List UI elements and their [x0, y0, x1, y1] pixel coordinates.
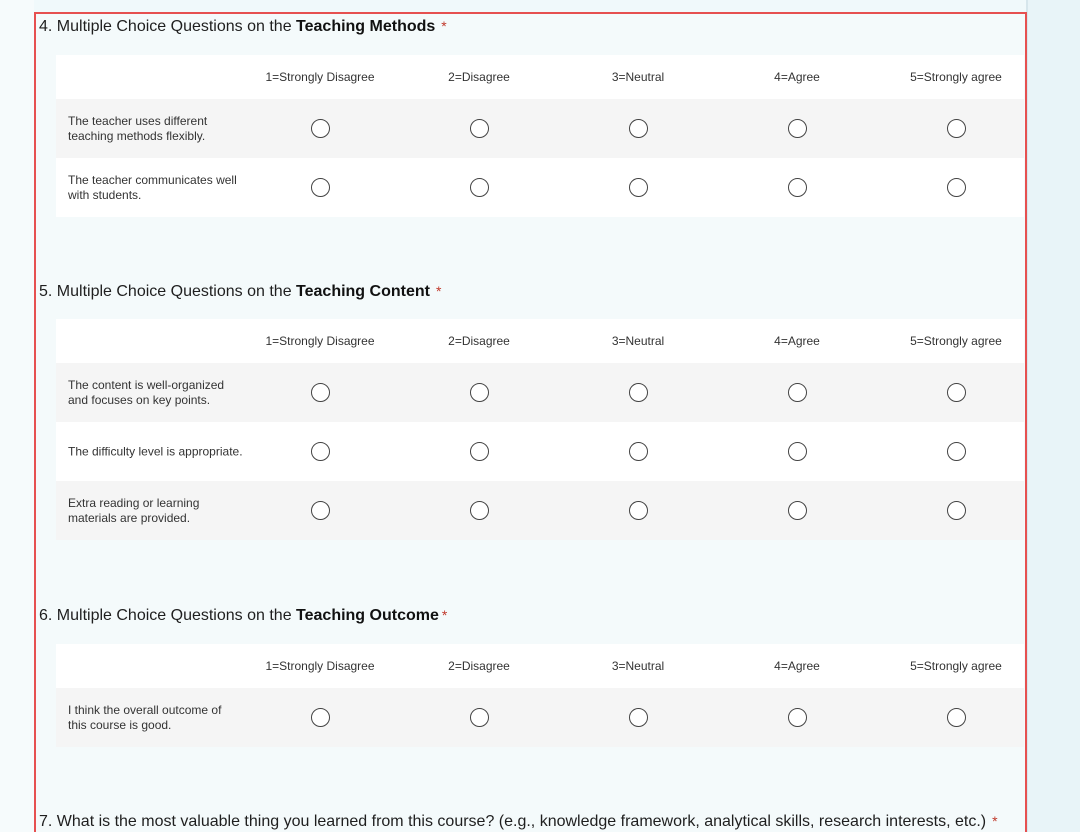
statement-row: [56, 688, 1024, 747]
radio-option-1[interactable]: [311, 383, 330, 402]
question-5-topic: Teaching Content: [296, 283, 430, 300]
page-margin-left: [0, 0, 34, 832]
statement-text: The content is well-organized and focuses on key points.: [68, 377, 225, 407]
question-5-prefix: 5. Multiple Choice Questions on the: [39, 283, 297, 300]
radio-option-4[interactable]: [788, 501, 807, 520]
scale-header-row: [56, 319, 1024, 363]
radio-option-3[interactable]: [629, 442, 648, 461]
radio-option-3[interactable]: [629, 501, 648, 520]
scale-label-3: 3=Neutral: [611, 70, 665, 84]
radio-option-5[interactable]: [947, 383, 966, 402]
required-asterisk: *: [441, 18, 447, 34]
scale-header-row: [56, 644, 1024, 688]
scale-header-row: [56, 55, 1024, 99]
statement-row: [56, 158, 1024, 217]
page-scroll-gutter: [1026, 0, 1080, 832]
radio-option-1[interactable]: [311, 442, 330, 461]
question-5-matrix: [56, 319, 1024, 540]
scale-label-2: 2=Disagree: [448, 70, 510, 84]
question-4-topic: Teaching Methods: [296, 18, 436, 35]
question-6-topic: Teaching Outcome: [296, 607, 439, 624]
question-6-prefix: 6. Multiple Choice Questions on the: [39, 607, 297, 624]
radio-option-4[interactable]: [788, 119, 807, 138]
radio-option-2[interactable]: [470, 501, 489, 520]
radio-option-5[interactable]: [947, 442, 966, 461]
statement-text: The difficulty level is appropriate.: [68, 444, 243, 458]
radio-option-5[interactable]: [947, 708, 966, 727]
radio-option-1[interactable]: [311, 708, 330, 727]
scale-label-4: 4=Agree: [774, 334, 820, 348]
question-6-title: [39, 607, 447, 625]
scale-label-2: 2=Disagree: [448, 659, 510, 673]
radio-option-3[interactable]: [629, 708, 648, 727]
statement-text: I think the overall outcome of this course is good.: [68, 702, 222, 732]
question-7-text: 7. What is the most valuable thing you learned from this course? (e.g., knowledge framework, analytical skills, research interests, etc.): [39, 813, 987, 830]
radio-option-3[interactable]: [629, 383, 648, 402]
statement-row: [56, 481, 1024, 540]
radio-option-2[interactable]: [470, 442, 489, 461]
radio-option-1[interactable]: [311, 501, 330, 520]
scale-label-2: 2=Disagree: [448, 334, 510, 348]
radio-option-2[interactable]: [470, 708, 489, 727]
scale-label-4: 4=Agree: [774, 659, 820, 673]
required-asterisk: *: [992, 813, 998, 829]
statement-row: [56, 422, 1024, 481]
statement-text: The teacher uses different teaching methods flexibly.: [68, 113, 208, 143]
statement-row: [56, 363, 1024, 422]
radio-option-3[interactable]: [629, 178, 648, 197]
radio-option-2[interactable]: [470, 178, 489, 197]
required-asterisk: *: [441, 607, 448, 623]
scale-label-3: 3=Neutral: [611, 334, 665, 348]
radio-option-4[interactable]: [788, 442, 807, 461]
scale-label-3: 3=Neutral: [611, 659, 665, 673]
radio-option-5[interactable]: [947, 178, 966, 197]
radio-option-1[interactable]: [311, 178, 330, 197]
radio-option-3[interactable]: [629, 119, 648, 138]
statement-text: The teacher communicates well with students.: [68, 172, 237, 202]
required-asterisk: *: [435, 283, 442, 299]
scale-label-5: 5=Strongly agree: [910, 70, 1002, 84]
statement-row: [56, 99, 1024, 158]
question-6-matrix: [56, 644, 1024, 747]
scale-label-1: 1=Strongly Disagree: [265, 70, 375, 84]
radio-option-5[interactable]: [947, 119, 966, 138]
radio-option-4[interactable]: [788, 383, 807, 402]
scale-label-5: 5=Strongly agree: [910, 334, 1002, 348]
scale-label-1: 1=Strongly Disagree: [265, 659, 375, 673]
scale-label-1: 1=Strongly Disagree: [265, 334, 375, 348]
scale-label-4: 4=Agree: [774, 70, 820, 84]
question-4-prefix: 4. Multiple Choice Questions on the: [39, 18, 297, 35]
question-4-matrix: [56, 55, 1024, 217]
statement-text: Extra reading or learning materials are provided.: [68, 495, 200, 525]
radio-option-5[interactable]: [947, 501, 966, 520]
question-4-title: [39, 18, 447, 36]
radio-option-2[interactable]: [470, 383, 489, 402]
radio-option-1[interactable]: [311, 119, 330, 138]
radio-option-4[interactable]: [788, 708, 807, 727]
survey-form-highlight: [34, 12, 1027, 832]
question-5-title: [39, 283, 441, 301]
scale-label-5: 5=Strongly agree: [910, 659, 1002, 673]
question-7-title: [39, 813, 998, 831]
radio-option-2[interactable]: [470, 119, 489, 138]
radio-option-4[interactable]: [788, 178, 807, 197]
